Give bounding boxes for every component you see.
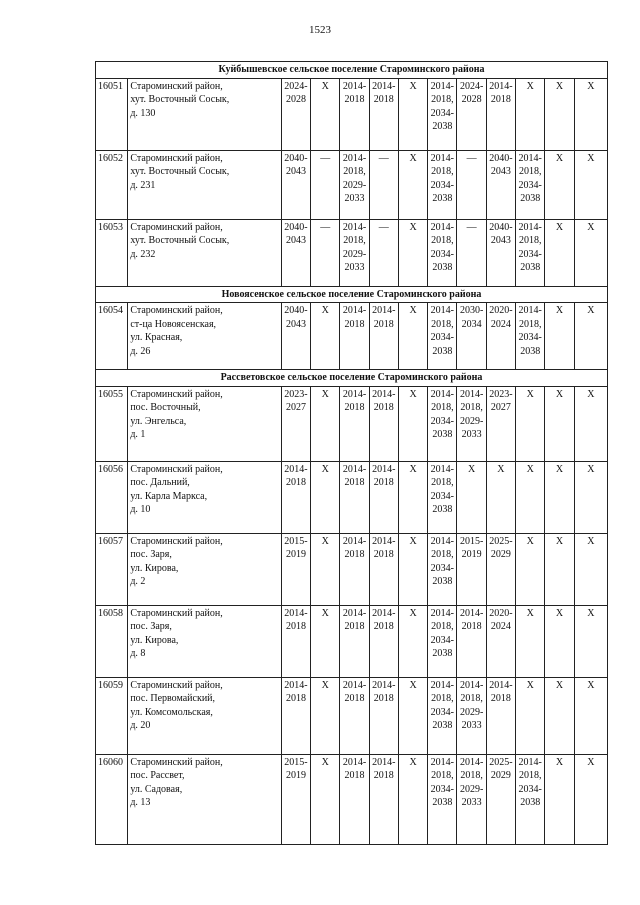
period-cell: 2040- 2043 — [486, 219, 515, 286]
address-cell: Староминский район, хут. Восточный Сосык, д. 130 — [128, 78, 281, 150]
period-cell: Х — [398, 461, 427, 533]
period-cell: 2014- 2018 — [369, 605, 398, 677]
period-cell: 2023- 2027 — [281, 386, 310, 461]
period-cell: — — [369, 150, 398, 219]
period-cell: Х — [398, 219, 427, 286]
period-cell: 2014- 2018 — [340, 461, 369, 533]
row-number: 16060 — [96, 754, 128, 844]
section-title: Новоясенское сельское поселение Староминского района — [96, 286, 608, 303]
period-cell: Х — [398, 386, 427, 461]
table-row — [96, 605, 608, 677]
period-cell: 2014- 2018, 2034- 2038 — [428, 605, 457, 677]
period-cell: 2024- 2028 — [457, 78, 486, 150]
address-cell: Староминский район, пос. Первомайский, ул. Комсомольская, д. 20 — [128, 677, 281, 754]
period-cell: Х — [311, 303, 340, 370]
period-cell: Х — [311, 461, 340, 533]
section-header-row — [96, 286, 608, 303]
row-number: 16053 — [96, 219, 128, 286]
row-number: 16059 — [96, 677, 128, 754]
period-cell: 2014- 2018, 2029- 2033 — [457, 386, 486, 461]
period-cell: 2014- 2018 — [340, 303, 369, 370]
table-row — [96, 754, 608, 844]
section-header-row — [96, 370, 608, 387]
period-cell: 2014- 2018, 2034- 2038 — [428, 461, 457, 533]
period-cell: Х — [574, 461, 607, 533]
period-cell: 2014- 2018 — [340, 386, 369, 461]
period-cell: 2014- 2018, 2029- 2033 — [340, 219, 369, 286]
period-cell: Х — [311, 754, 340, 844]
period-cell: 2014- 2018, 2034- 2038 — [428, 386, 457, 461]
period-cell: Х — [311, 533, 340, 605]
period-cell: 2020- 2024 — [486, 303, 515, 370]
period-cell: 2014- 2018, 2034- 2038 — [428, 303, 457, 370]
period-cell: 2014- 2018, 2034- 2038 — [516, 303, 545, 370]
period-cell: 2025- 2029 — [486, 533, 515, 605]
period-cell: — — [369, 219, 398, 286]
table-row — [96, 78, 608, 150]
period-cell: Х — [311, 386, 340, 461]
period-cell: 2014- 2018 — [340, 533, 369, 605]
period-cell: 2014- 2018 — [281, 461, 310, 533]
address-cell: Староминский район, пос. Восточный, ул. Энгельса, д. 1 — [128, 386, 281, 461]
address-cell: Староминский район, пос. Дальний, ул. Карла Маркса, д. 10 — [128, 461, 281, 533]
period-cell: 2030- 2034 — [457, 303, 486, 370]
row-number: 16058 — [96, 605, 128, 677]
row-number: 16052 — [96, 150, 128, 219]
period-cell: — — [311, 219, 340, 286]
period-cell: 2040- 2043 — [281, 303, 310, 370]
period-cell: Х — [545, 605, 574, 677]
period-cell: Х — [398, 754, 427, 844]
section-title: Куйбышевское сельское поселение Староминского района — [96, 62, 608, 79]
period-cell: Х — [457, 461, 486, 533]
row-number: 16054 — [96, 303, 128, 370]
period-cell: Х — [516, 78, 545, 150]
period-cell: 2014- 2018 — [369, 677, 398, 754]
period-cell: 2014- 2018 — [340, 78, 369, 150]
period-cell: Х — [545, 533, 574, 605]
period-cell: Х — [516, 605, 545, 677]
register-table — [95, 61, 608, 845]
period-cell: Х — [398, 150, 427, 219]
period-cell: 2014- 2018 — [457, 605, 486, 677]
period-cell: Х — [398, 533, 427, 605]
period-cell: 2020- 2024 — [486, 605, 515, 677]
period-cell: 2014- 2018, 2034- 2038 — [516, 754, 545, 844]
period-cell: Х — [311, 78, 340, 150]
row-number: 16055 — [96, 386, 128, 461]
period-cell: 2040- 2043 — [281, 150, 310, 219]
period-cell: 2025- 2029 — [486, 754, 515, 844]
address-cell: Староминский район, пос. Заря, ул. Кирова, д. 2 — [128, 533, 281, 605]
period-cell: 2014- 2018 — [369, 461, 398, 533]
period-cell: 2014- 2018 — [369, 386, 398, 461]
address-cell: Староминский район, хут. Восточный Сосык, д. 232 — [128, 219, 281, 286]
table-row — [96, 150, 608, 219]
period-cell: 2014- 2018, 2034- 2038 — [428, 78, 457, 150]
period-cell: Х — [574, 677, 607, 754]
period-cell: 2014- 2018 — [340, 754, 369, 844]
period-cell: Х — [574, 605, 607, 677]
period-cell: 2014- 2018, 2034- 2038 — [516, 150, 545, 219]
table-row — [96, 303, 608, 370]
period-cell: 2014- 2018 — [369, 533, 398, 605]
period-cell: Х — [398, 677, 427, 754]
period-cell: 2015- 2019 — [281, 754, 310, 844]
period-cell: Х — [545, 677, 574, 754]
period-cell: — — [311, 150, 340, 219]
period-cell: 2014- 2018 — [486, 78, 515, 150]
period-cell: Х — [574, 533, 607, 605]
row-number: 16051 — [96, 78, 128, 150]
period-cell: 2014- 2018, 2029- 2033 — [457, 754, 486, 844]
period-cell: Х — [486, 461, 515, 533]
period-cell: 2014- 2018, 2034- 2038 — [428, 677, 457, 754]
period-cell: 2014- 2018 — [340, 677, 369, 754]
period-cell: Х — [516, 677, 545, 754]
period-cell: Х — [311, 677, 340, 754]
period-cell: Х — [574, 219, 607, 286]
period-cell: — — [457, 219, 486, 286]
table-row — [96, 461, 608, 533]
period-cell: 2014- 2018, 2034- 2038 — [428, 533, 457, 605]
period-cell: 2014- 2018 — [369, 303, 398, 370]
period-cell: 2040- 2043 — [486, 150, 515, 219]
period-cell: — — [457, 150, 486, 219]
table-row — [96, 386, 608, 461]
address-cell: Староминский район, ст-ца Новоясенская, ул. Красная, д. 26 — [128, 303, 281, 370]
period-cell: Х — [516, 386, 545, 461]
period-cell: Х — [398, 605, 427, 677]
period-cell: 2014- 2018, 2029- 2033 — [457, 677, 486, 754]
period-cell: 2015- 2019 — [457, 533, 486, 605]
period-cell: Х — [398, 303, 427, 370]
page-number: 1523 — [309, 24, 331, 36]
period-cell: Х — [545, 219, 574, 286]
row-number: 16056 — [96, 461, 128, 533]
address-cell: Староминский район, хут. Восточный Сосык, д. 231 — [128, 150, 281, 219]
period-cell: Х — [574, 754, 607, 844]
address-cell: Староминский район, пос. Заря, ул. Кирова, д. 8 — [128, 605, 281, 677]
period-cell: 2014- 2018, 2034- 2038 — [428, 150, 457, 219]
period-cell: 2040- 2043 — [281, 219, 310, 286]
period-cell: 2014- 2018 — [281, 677, 310, 754]
period-cell: 2023- 2027 — [486, 386, 515, 461]
period-cell: 2014- 2018, 2034- 2038 — [428, 219, 457, 286]
period-cell: 2014- 2018 — [281, 605, 310, 677]
table-row — [96, 677, 608, 754]
section-header-row — [96, 62, 608, 79]
period-cell: Х — [545, 754, 574, 844]
period-cell: 2024- 2028 — [281, 78, 310, 150]
period-cell: 2014- 2018, 2029- 2033 — [340, 150, 369, 219]
period-cell: Х — [545, 303, 574, 370]
period-cell: Х — [574, 78, 607, 150]
period-cell: Х — [545, 461, 574, 533]
period-cell: Х — [545, 78, 574, 150]
period-cell: Х — [398, 78, 427, 150]
period-cell: 2014- 2018 — [340, 605, 369, 677]
period-cell: Х — [574, 303, 607, 370]
period-cell: 2014- 2018 — [486, 677, 515, 754]
table-row — [96, 533, 608, 605]
period-cell: Х — [311, 605, 340, 677]
period-cell: Х — [574, 150, 607, 219]
period-cell: Х — [516, 461, 545, 533]
period-cell: 2014- 2018, 2034- 2038 — [428, 754, 457, 844]
row-number: 16057 — [96, 533, 128, 605]
period-cell: 2014- 2018 — [369, 754, 398, 844]
period-cell: 2014- 2018, 2034- 2038 — [516, 219, 545, 286]
period-cell: 2014- 2018 — [369, 78, 398, 150]
section-title: Рассветовское сельское поселение Староминского района — [96, 370, 608, 387]
period-cell: Х — [545, 386, 574, 461]
address-cell: Староминский район, пос. Рассвет, ул. Садовая, д. 13 — [128, 754, 281, 844]
period-cell: Х — [545, 150, 574, 219]
period-cell: Х — [574, 386, 607, 461]
table-row — [96, 219, 608, 286]
period-cell: 2015- 2019 — [281, 533, 310, 605]
period-cell: Х — [516, 533, 545, 605]
